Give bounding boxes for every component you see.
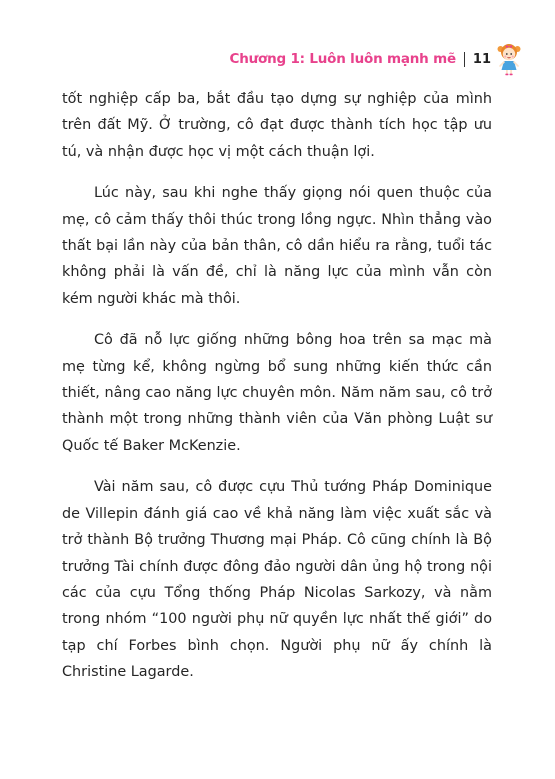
page-header: [229, 46, 521, 72]
page-number: 11: [472, 51, 491, 67]
girl-mascot-icon: [497, 42, 521, 76]
body-paragraph: Cô đã nỗ lực giống những bông hoa trên sa mạc mà mẹ từng kể, không ngừng bổ sung những kiến thức cần thiết, nâng cao năng lực chuyên môn. Năm năm sau, cô trở thành một trong những thành viên của Văn phòng Luật sư Quốc tế Baker McKenzie.: [62, 332, 492, 454]
chapter-title: Chương 1: Luôn luôn mạnh mẽ: [229, 51, 456, 67]
header-divider: [464, 52, 465, 67]
body-paragraph: Lúc này, sau khi nghe thấy giọng nói quen thuộc của mẹ, cô cảm thấy thôi thúc trong lồng ngực. Nhìn thẳng vào thất bại lần này của bản thân, cô dần hiểu ra rằng, tuổi tác không phải là vấn đề, chỉ là năng lực của mình vẫn còn kém người khác mà thôi.: [62, 185, 492, 307]
body-paragraph: Vài năm sau, cô được cựu Thủ tướng Pháp Dominique de Villepin đánh giá cao về khả năng làm việc xuất sắc và trở thành Bộ trưởng Thương mại Pháp. Cô cũng chính là Bộ trưởng Tài chính được đông đảo người dân ủng hộ trong nội các của cựu Tổng thống Pháp Nicolas Sarkozy, và nằm trong nhóm “100 người phụ nữ quyền lực nhất thế giới” do tạp chí Forbes bình chọn. Người phụ nữ ấy chính là Christine Lagarde.: [62, 479, 492, 681]
page-body: [62, 86, 492, 701]
body-paragraph: tốt nghiệp cấp ba, bắt đầu tạo dựng sự nghiệp của mình trên đất Mỹ. Ở trường, cô đạt được thành tích học tập ưu tú, và nhận được học vị một cách thuận lợi.: [62, 91, 492, 160]
